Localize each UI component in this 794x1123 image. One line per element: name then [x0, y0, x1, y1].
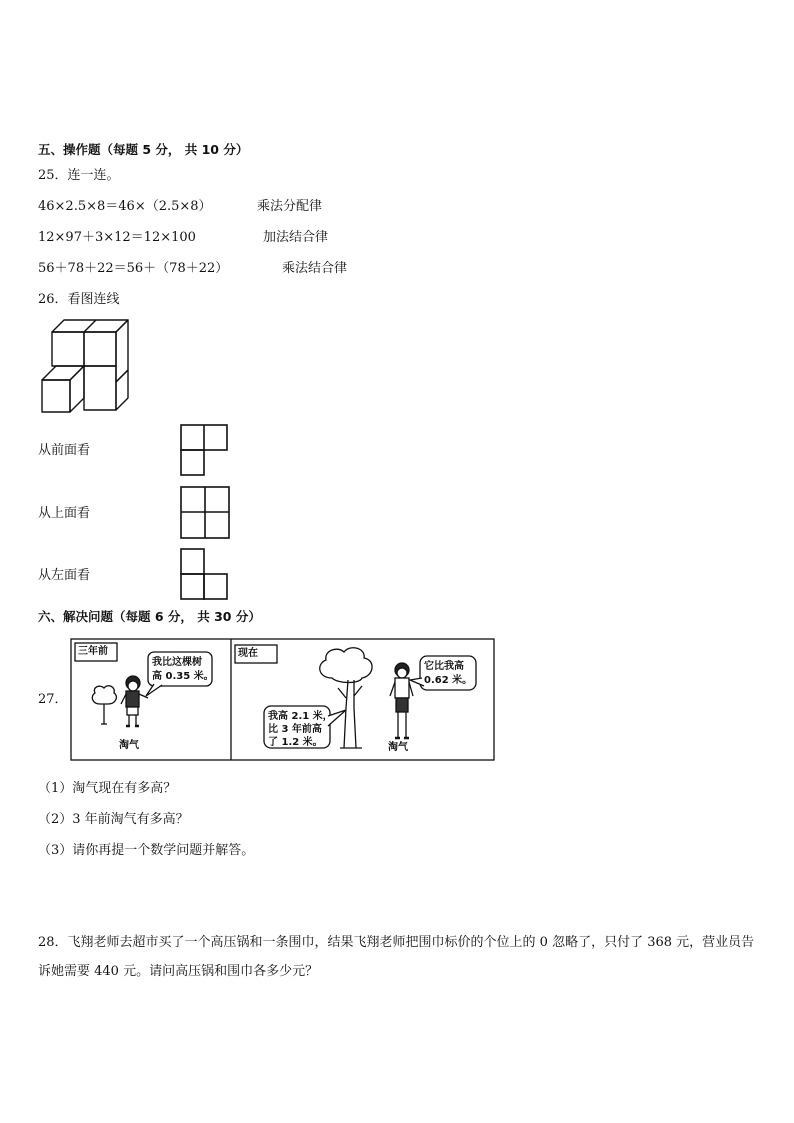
- view-left-label: 从左面看: [38, 568, 91, 583]
- tree-bubble-line3: 了 1.2 米。: [268, 737, 323, 748]
- q27-sub-1: （1）淘气现在有多高？: [38, 781, 177, 796]
- q25-law-1: 乘法分配律: [257, 199, 323, 214]
- q28-text: 28．飞翔老师去超市买了一个高压锅和一条围巾，结果飞翔老师把围巾标价的个位上的 0 忽略了，只付了 368 元，营业员告诉她需要 440 元。请问高压锅和围巾各多少元？: [38, 935, 755, 979]
- section6-title: 六、解决问题（每题 6 分， 共 30 分）: [38, 609, 261, 624]
- section5-title: 五、操作题（每题 5 分， 共 10 分）: [38, 142, 249, 157]
- q25-expr-1: 46×2.5×8＝46×（2.5×8）: [38, 199, 212, 214]
- tree-bubble-line2: 比 3 年前高: [268, 724, 322, 735]
- q25-law-3: 乘法结合律: [282, 261, 348, 276]
- left-view-figure: [180, 548, 230, 602]
- boy-bubble-line2: 0.62 米。: [424, 675, 473, 686]
- panel-right-title: 现在: [238, 648, 258, 659]
- q27-label: 27．: [38, 692, 68, 707]
- q25-label: 25．连一连。: [38, 168, 120, 183]
- q26-label: 26．看图连线: [38, 292, 120, 307]
- view-front-label: 从前面看: [38, 443, 91, 458]
- boy-bubble-line1: 它比我高: [424, 661, 464, 672]
- front-view-figure: [180, 424, 230, 476]
- q25-expr-2: 12×97＋3×12＝12×100: [38, 230, 196, 245]
- q25-law-2: 加法结合律: [263, 230, 329, 245]
- panel-left-title: 三年前: [78, 646, 108, 657]
- view-top-label: 从上面看: [38, 506, 91, 521]
- q25-expr-3: 56＋78＋22＝56＋（78＋22）: [38, 261, 229, 276]
- left-bubble-line2: 高 0.35 米。: [152, 671, 214, 682]
- q27-sub-2: （2）3 年前淘气有多高？: [38, 812, 189, 827]
- left-bubble-line1: 我比这棵树: [152, 657, 202, 668]
- q27-sub-3: （3）请你再提一个数学问题并解答。: [38, 843, 255, 858]
- left-name: 淘气: [119, 740, 139, 751]
- top-view-figure: [180, 486, 232, 540]
- tree-bubble-line1: 我高 2.1 米，: [268, 711, 333, 722]
- right-name: 淘气: [388, 742, 408, 753]
- cube-stack-figure: [38, 318, 134, 416]
